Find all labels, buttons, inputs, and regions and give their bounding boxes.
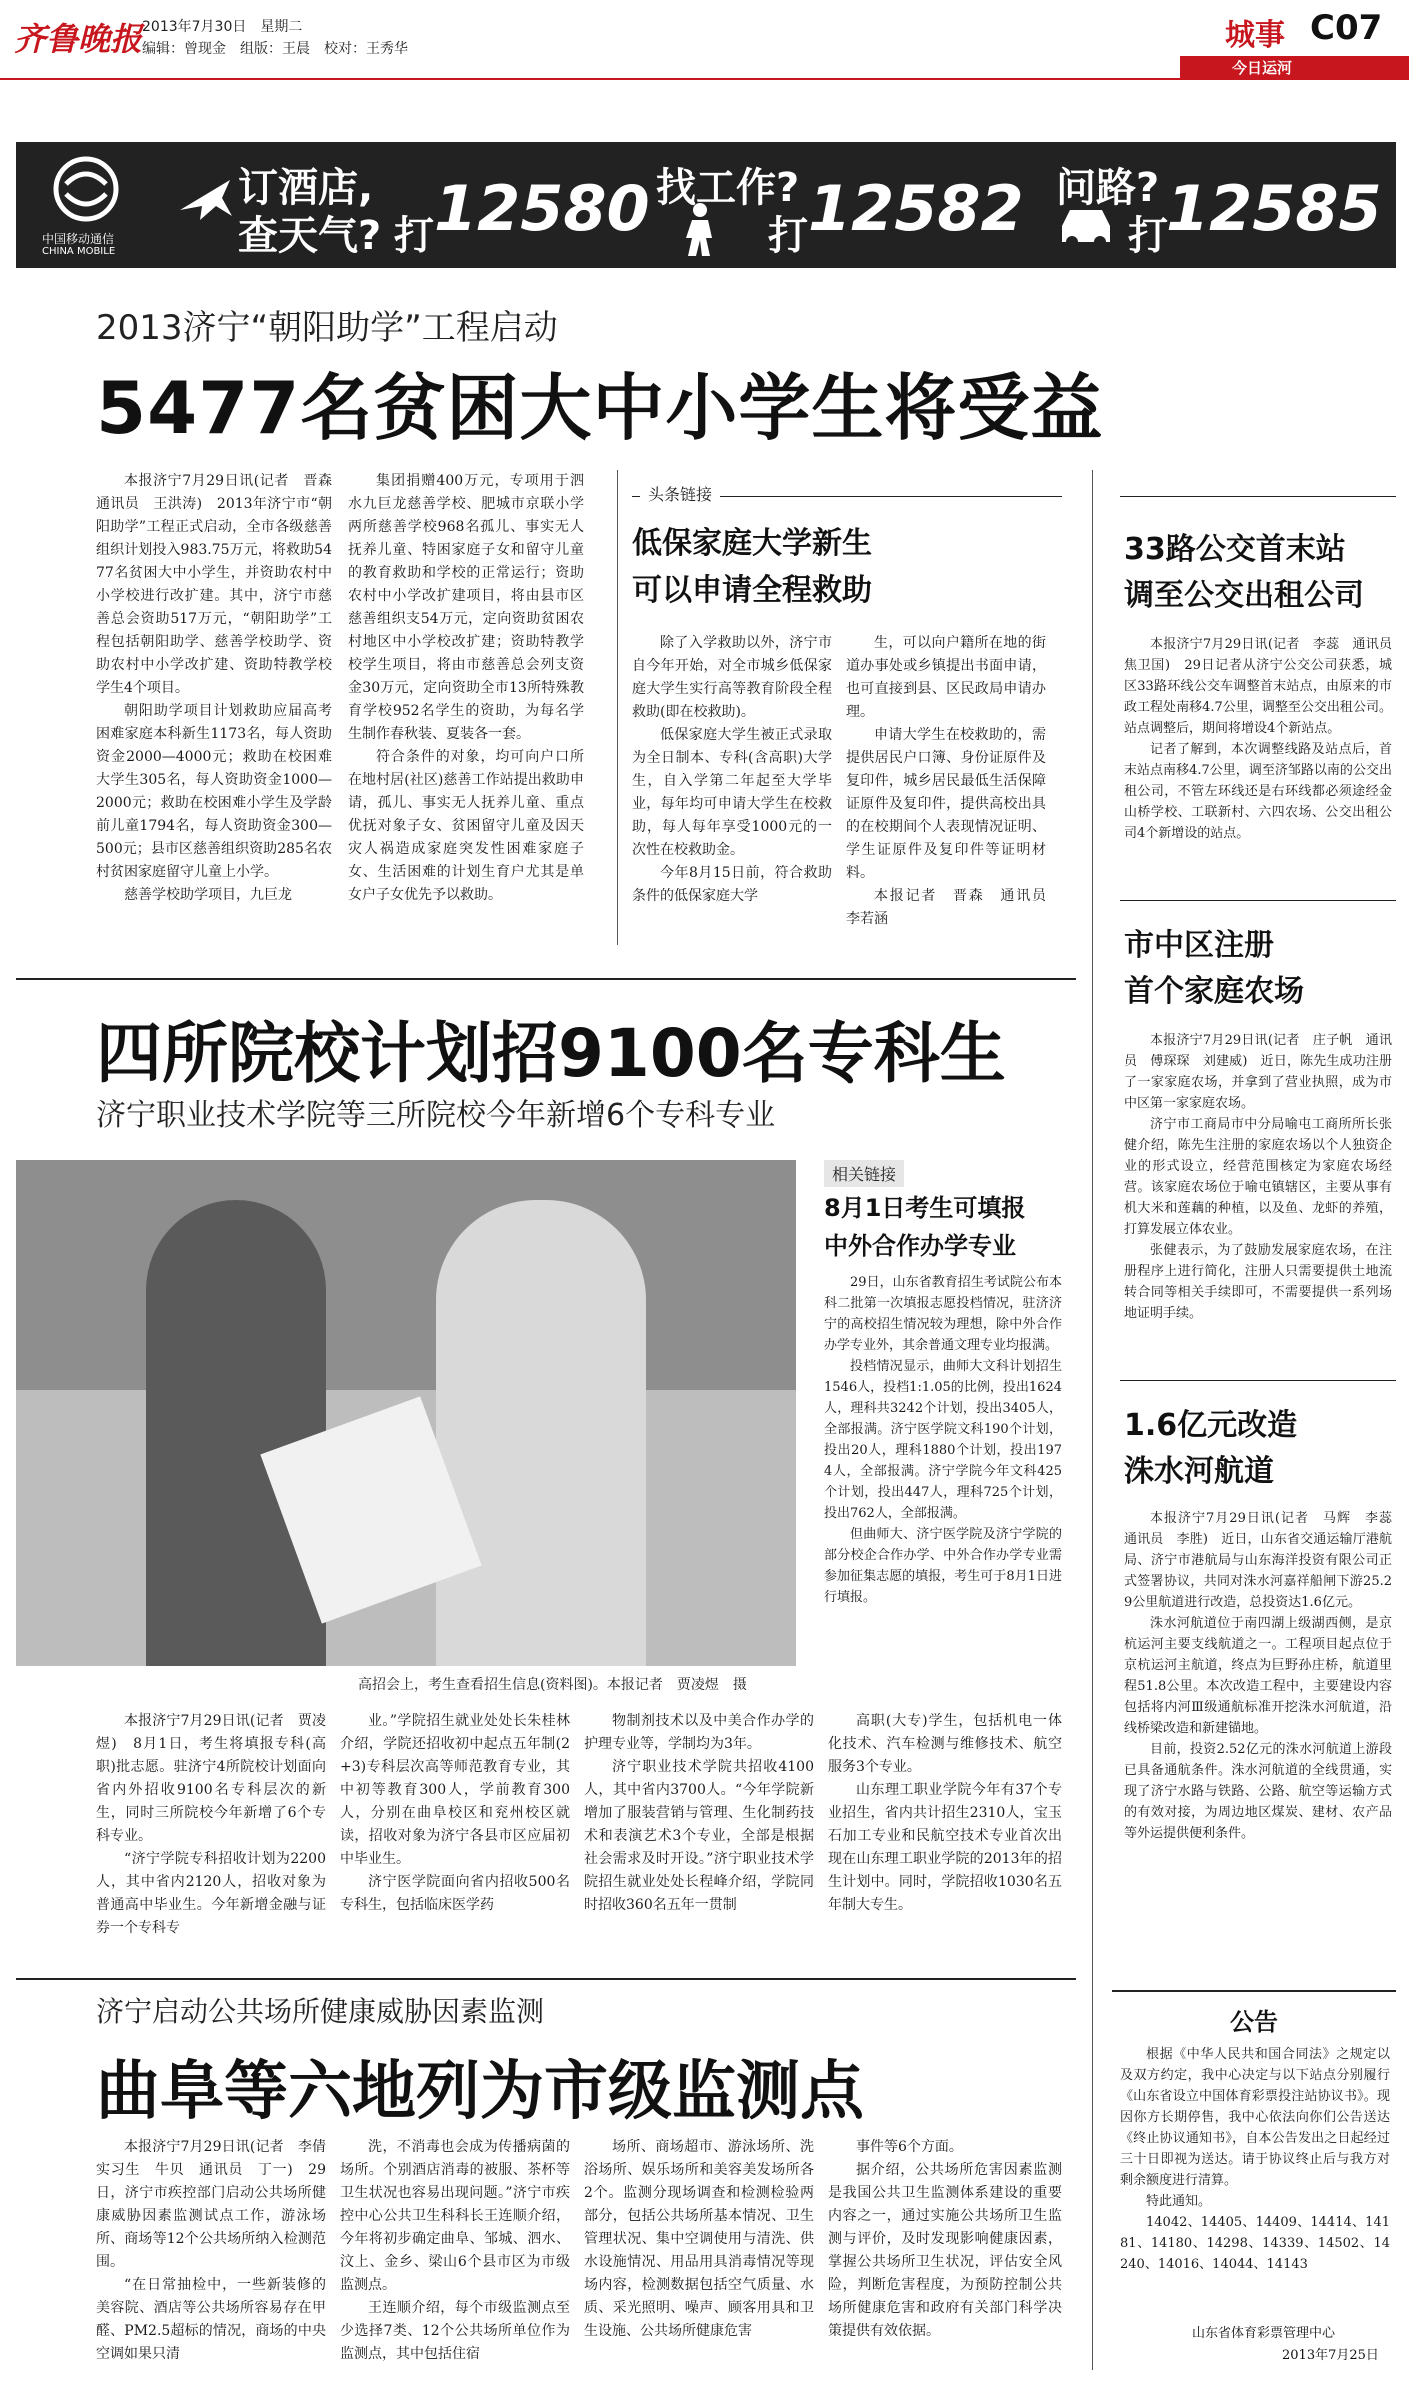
notice-signature: 山东省体育彩票管理中心 bbox=[1192, 2326, 1336, 2341]
story3-column-1 bbox=[96, 2136, 340, 2376]
right-story3-headline-2: 洙水河航道 bbox=[1124, 1454, 1274, 1489]
story1-column-2 bbox=[348, 470, 584, 945]
masthead bbox=[0, 0, 1409, 77]
paragraph: 投档情况显示，曲师大文科计划招生1546人，投档1:1.05的比例，投出1624人，理科共3242个计划，投出3405人，全部报满。济宁医学院文科190个计划，投出20人，理科1880个计划，投出1974人，全部报满。济宁学院今年文科425个计划，投出447人，理科725个计划，投出762人，全部报满。 bbox=[824, 1359, 1062, 1521]
story1-kicker: 2013济宁“朝阳助学”工程启动 bbox=[96, 308, 558, 348]
related-headline-line2: 中外合作办学专业 bbox=[824, 1232, 1016, 1260]
paragraph: 低保家庭大学生被正式录取为全日制本、专科(含高职)大学生，自入学第二年起至大学毕业，每年均可申请大学生在校救助，每人每年享受1000元的一次性在校救助金。 bbox=[632, 727, 832, 858]
paragraph: 29日，山东省教育招生考试院公布本科二批第一次填报志愿投档情况，驻济济宁的高校招生情况较为理想，除中外合作办学专业外，其余普通文理专业均报满。 bbox=[824, 1275, 1062, 1353]
related-body bbox=[824, 1272, 1062, 1672]
paragraph: 高职(大专)学生，包括机电一体化技术、汽车检测与维修技术、航空服务3个专业。 bbox=[828, 1713, 1062, 1775]
paragraph: 慈善学校助学项目，九巨龙 bbox=[124, 887, 292, 903]
paragraph: 14042、14405、14409、14414、14181、14180、14298、14339、14502、14240、14016、14044、14143 bbox=[1120, 2215, 1390, 2272]
paragraph: 场所、商场超市、游泳场所、洗浴场所、娱乐场所和美容美发场所各2个。监测分现场调查和检测检验两部分，包括公共场所基本情况、卫生管理状况、集中空调使用与清洗、供水设施情况、用品用具消毒情况等现场内容，检测数据包括空气质量、水质、采光照明、噪声、顾客用具和卫生设施、公共场所健康危害 bbox=[584, 2139, 814, 2339]
news-photo bbox=[16, 1160, 796, 1666]
ad-item3-call: 打 bbox=[1128, 213, 1168, 259]
paragraph: 根据《中华人民共和国合同法》之规定以及双方约定，我中心决定与以下站点分别履行《山东省设立中国体育彩票投注站协议书》。现因你方长期停售，我中心依法向你们公告送达《终止协议通知书》，自本公告发出之日起经过三十日即视为送达。请于协议终止后与我方对剩余额度进行清算。 bbox=[1120, 2047, 1390, 2188]
paragraph: 事件等6个方面。 bbox=[856, 2139, 963, 2155]
paragraph: 本报济宁7月29日讯(记者 庄子帆 通讯员 傅琛琛 刘建威) 近日，陈先生成功注册了一家家庭农场，并拿到了营业执照，成为市中区第一家家庭农场。 bbox=[1124, 1033, 1392, 1111]
paragraph: 据介绍，公共场所危害因素监测是我国公共卫生监测体系建设的重要内容之一，通过实施公共场所卫生监测与评价，及时发现影响健康因素，掌握公共场所卫生状况，评估安全风险，判断危害程度，为预防控制公共场所健康危害和政府有关部门科学决策提供有效依据。 bbox=[828, 2162, 1062, 2339]
story2-column-3 bbox=[584, 1710, 814, 1960]
sidebar-headline-line1: 低保家庭大学新生 bbox=[632, 526, 872, 561]
ad-item2-number: 12582 bbox=[808, 172, 1024, 245]
paragraph: 洗，不消毒也会成为传播病菌的场所。个别酒店消毒的被服、茶杯等卫生状况也容易出现问题。”济宁市疾控中心公共卫生科科长王连顺介绍，今年将初步确定曲阜、邹城、泗水、汶上、金乡、梁山6个县市区为市级监测点。 bbox=[340, 2139, 570, 2293]
ad-item3-line1: 问路? bbox=[1056, 165, 1160, 211]
ad-item1-line2: 查天气? bbox=[238, 213, 382, 259]
paragraph: 申请大学生在校救助的，需提供居民户口簿、身份证原件及复印件，城乡居民最低生活保障证原件及复印件，提供高校出具的在校期间个人表现情况证明、学生证原件及复印件等证明材料。 bbox=[846, 727, 1046, 881]
paragraph: 物制剂技术以及中美合作办学的护理专业等，学制均为3年。 bbox=[584, 1713, 814, 1752]
paragraph: 业。”学院招生就业处处长朱桂林介绍，学院还招收初中起点五年制(2+3)专科层次高等师范教育专业，其中初等教育300人，学前教育300人，分别在曲阜校区和兖州校区就读，招收对象为济宁各县市区应届初中毕业生。 bbox=[340, 1713, 570, 1867]
issue-date: 2013年7月30日 星期二 bbox=[142, 19, 303, 35]
paragraph: 符合条件的对象，均可向户口所在地村居(社区)慈善工作站提出救助申请，孤儿、事实无人抚养儿童、重点优抚对象子女、贫困留守儿童及因天灾人祸造成家庭突发性困难家庭子女、生活困难的计划生育户尤其是单女户子女优先予以救助。 bbox=[348, 749, 584, 903]
right-story3-body bbox=[1124, 1508, 1406, 1978]
sidebar-column-2 bbox=[846, 632, 1060, 952]
story3-column-3 bbox=[584, 2136, 814, 2376]
ad-brand-en: CHINA MOBILE bbox=[42, 246, 116, 257]
right-rule bbox=[1120, 900, 1396, 901]
paragraph: 山东理工职业学院今年有37个专业招生，省内共计招生2310人，宝玉石加工专业和民航空技术专业首次出现在山东理工职业学院的2013年的招生计划中。同时，学院招收1030名五年制大专生。 bbox=[828, 1782, 1062, 1913]
photo-caption: 高招会上，考生查看招生信息(资料图)。本报记者 贾凌煜 摄 bbox=[358, 1677, 747, 1693]
paragraph: 济宁医学院面向省内招收500名专科生，包括临床医学药 bbox=[340, 1874, 570, 1913]
paragraph: 济宁职业技术学院共招收4100人，其中省内3700人。“今年学院新增加了服装营销与管理、生化制药技术和表演艺术3个专业，全部是根据社会需求及时开设。”济宁职业技术学院招生就业处处长程峰介绍，学院同时招收360名五年一贯制 bbox=[584, 1759, 814, 1913]
sidebar-headline-line2: 可以申请全程救助 bbox=[632, 573, 872, 608]
ad-item2-line1: 找工作? bbox=[656, 165, 800, 211]
photo-student-left bbox=[146, 1200, 326, 1666]
photo-background bbox=[16, 1160, 796, 1390]
paragraph: 本报济宁7月29日讯(记者 李蕊 通讯员 焦卫国) 29日记者从济宁公交公司获悉，城区33路环线公交车调整首末站点，由原来的市政工程处南移4.7公里，调整至公交出租公司。站点调整后，期间将增设4个新站点。 bbox=[1124, 637, 1406, 736]
paragraph: “在日常抽检中，一些新装修的美容院、酒店等公共场所容易存在甲醛、PM2.5超标的情况，商场的中央空调如果只清 bbox=[96, 2277, 326, 2362]
paragraph: 本报济宁7月29日讯(记者 马辉 李蕊 通讯员 李胜) 近日，山东省交通运输厅港航局、济宁市港航局与山东海洋投资有限公司正式签署协议，共同对洙水河嘉祥船闸下游25.29公里航道进行改造，总投资达1.6亿元。 bbox=[1124, 1511, 1406, 1610]
story1-headline: 5477名贫困大中小学生将受益 bbox=[96, 366, 1104, 450]
paragraph: “济宁学院专科招收计划为2200人，其中省内2120人，招收对象为普通高中毕业生。今年新增金融与证券一个专科专 bbox=[96, 1851, 326, 1936]
story2-subhead: 济宁职业技术学院等三所院校今年新增6个专科专业 bbox=[96, 1098, 776, 1133]
paragraph: 朝阳助学项目计划救助应届高考困难家庭本科新生1173名，每人资助资金2000—4000元；救助在校困难大学生305名，每人资助资金1000—2000元；救助在校困难小学生及学龄前儿童1794名，每人资助资金300—500元；县市区慈善组织资助285名农村贫困家庭留守儿童上小学。 bbox=[96, 703, 332, 880]
right-story2-headline-1: 市中区注册 bbox=[1124, 928, 1274, 963]
paragraph: 目前，投资2.52亿元的洙水河航道上游段已具备通航条件。洙水河航道的全线贯通，实现了济宁水路与铁路、公路、航空等运输方式的有效对接，为周边地区煤炭、建材、农产品等外运提供便利条件。 bbox=[1124, 1742, 1392, 1841]
editor-credits: 编辑：曾现金 组版：王晨 校对：王秀华 bbox=[142, 41, 408, 57]
ad-brand-cn: 中国移动通信 bbox=[42, 232, 115, 246]
story2-column-1 bbox=[96, 1710, 326, 1960]
ad-item1-line1: 订酒店, bbox=[238, 165, 374, 211]
ad-banner bbox=[16, 142, 1396, 268]
right-story1-headline-1: 33路公交首末站 bbox=[1124, 532, 1346, 567]
story3-headline: 曲阜等六地列为市级监测点 bbox=[96, 2055, 864, 2129]
photo-student-center bbox=[436, 1200, 646, 1666]
notice-title: 公告 bbox=[1230, 2008, 1278, 2036]
right-story1-headline-2: 调至公交出租公司 bbox=[1124, 578, 1364, 613]
airplane-icon bbox=[176, 170, 234, 228]
right-top-rule bbox=[1120, 496, 1396, 497]
column-divider bbox=[617, 470, 618, 945]
china-mobile-logo-icon bbox=[44, 154, 128, 224]
ad-item3-number: 12585 bbox=[1166, 172, 1382, 245]
section-name: 城事 bbox=[1225, 18, 1285, 53]
paragraph: 但曲师大、济宁医学院及济宁学院的部分校企合作办学、中外合作办学专业需参加征集志愿的填报，考生可于8月1日进行填报。 bbox=[824, 1527, 1062, 1605]
story3-column-4 bbox=[828, 2136, 1062, 2376]
right-story1-body bbox=[1124, 634, 1406, 886]
newspaper-logo: 齐鲁晚报 bbox=[14, 20, 143, 58]
paragraph: 生，可以向户籍所在地的街道办事处或乡镇提出书面申请，也可直接到县、区民政局申请办理。 bbox=[846, 635, 1046, 720]
ad-item1-call: 打 bbox=[394, 213, 434, 259]
paragraph: 本报济宁7月29日讯(记者 李倩 实习生 牛贝 通讯员 丁一) 29日，济宁市疾控部门启动公共场所健康威胁因素监测试点工作，游泳场所、商场等12个公共场所纳入检测范围。 bbox=[96, 2139, 340, 2270]
paragraph: 张健表示，为了鼓励发展家庭农场，在注册程序上进行简化，注册人只需要提供土地流转合同等相关手续即可，不需要提供一系列场地证明手续。 bbox=[1124, 1243, 1392, 1321]
paragraph: 洙水河航道位于南四湖上级湖西侧，是京杭运河主要支线航道之一。工程项目起点位于京杭运河主航道，终点为巨野孙庄桥，航道里程51.8公里。本次改造工程中，主要建设内容包括将内河Ⅲ级通航标准开挖洙水河航道，沿线桥梁改造和新建锚地。 bbox=[1124, 1616, 1392, 1736]
page-number: C07 bbox=[1310, 8, 1383, 48]
right-column-divider bbox=[1092, 470, 1093, 2370]
story3-kicker: 济宁启动公共场所健康威胁因素监测 bbox=[96, 1995, 545, 2028]
paragraph: 本报济宁7月29日讯(记者 贾凌煜) 8月1日，考生将填报专科(高职)批志愿。驻济宁4所院校计划面向省内外招收9100名专科层次的新生，同时三所院校今年新增了6个专科专业。 bbox=[96, 1713, 326, 1844]
story2-column-4 bbox=[828, 1710, 1062, 1960]
section-rule bbox=[16, 1978, 1076, 1980]
right-story3-headline-1: 1.6亿元改造 bbox=[1124, 1408, 1298, 1443]
story2-headline: 四所院校计划招9100名专科生 bbox=[96, 1015, 1006, 1092]
paragraph: 今年8月15日前，符合救助条件的低保家庭大学 bbox=[632, 865, 832, 904]
story3-column-2 bbox=[340, 2136, 570, 2376]
sidebar-tag: 头条链接 bbox=[640, 480, 720, 507]
right-story2-body bbox=[1124, 1030, 1392, 1360]
paragraph: 王连顺介绍，每个市级监测点至少选择7类、12个公共场所单位作为监测点，其中包括住宿 bbox=[340, 2300, 570, 2362]
notice-date: 2013年7月25日 bbox=[1282, 2348, 1379, 2363]
sidebar-column-1 bbox=[632, 632, 832, 952]
section-subtitle-band bbox=[1180, 56, 1409, 78]
paragraph: 济宁市工商局市中分局喻屯工商所所长张健介绍，陈先生注册的家庭农场以个人独资企业的形式设立，经营范围核定为家庭农场经营。该家庭农场位于喻屯镇辖区，主要从事有机大米和莲藕的种植，以及鱼、龙虾的养殖，打算发展立体农业。 bbox=[1124, 1117, 1392, 1237]
notice-body bbox=[1120, 2044, 1390, 2316]
related-headline-line1: 8月1日考生可填报 bbox=[824, 1194, 1026, 1222]
paragraph: 本报记者 晋森 通讯员 李若涵 bbox=[846, 888, 1060, 927]
notice-box bbox=[1112, 1990, 1396, 2378]
paragraph: 集团捐赠400万元，专项用于泗水九巨龙慈善学校、肥城市京联小学两所慈善学校968名孤儿、事实无人抚养儿童、特困家庭子女和留守儿童的教育救助和学校的正常运行；资助农村中小学改扩建项目，将由县市区慈善组织支54万元，定向资助贫困农村地区中小学校改扩建；资助特教学校学生项目，将由市慈善总会列支资金30万元，定向资助全市13所特殊教育学校952名学生的资助，为每名学生制作春秋装、夏装各一套。 bbox=[348, 473, 584, 742]
paragraph: 本报济宁7月29日讯(记者 晋森 通讯员 王洪涛) 2013年济宁市“朝阳助学”工程正式启动，全市各级慈善组织计划投入983.75万元，将救助5477名贫困大中小学生，并资助农村中小学校进行改扩建。其中，济宁市慈善总会资助517万元，“朝阳助学”工程包括朝阳助学、慈善学校助学、资助农村中小学改扩建、资助特教学校学生4个项目。 bbox=[96, 473, 346, 696]
paragraph: 特此通知。 bbox=[1146, 2194, 1212, 2209]
story2-column-2 bbox=[340, 1710, 570, 1960]
story1-column-1 bbox=[96, 470, 346, 945]
related-links-tag: 相关链接 bbox=[824, 1160, 904, 1187]
paragraph: 记者了解到，本次调整线路及站点后，首末站点南移4.7公里，调至济邹路以南的公交出租公司，不管左环线还是右环线都必须途经金山桥学校、工联新村、六四农场、公交出租公司4个新增设的站点。 bbox=[1124, 742, 1392, 841]
masthead-rule bbox=[0, 78, 1409, 80]
right-rule bbox=[1120, 1380, 1396, 1381]
section-subtitle: 今日运河 bbox=[1232, 59, 1293, 77]
ad-item2-call: 打 bbox=[768, 213, 808, 259]
right-story2-headline-2: 首个家庭农场 bbox=[1124, 974, 1304, 1009]
ad-item1-number: 12580 bbox=[434, 172, 650, 245]
paragraph: 除了入学救助以外，济宁市自今年开始，对全市城乡低保家庭大学生实行高等教育阶段全程救助(即在校救助)。 bbox=[632, 635, 832, 720]
section-rule bbox=[16, 978, 1076, 980]
